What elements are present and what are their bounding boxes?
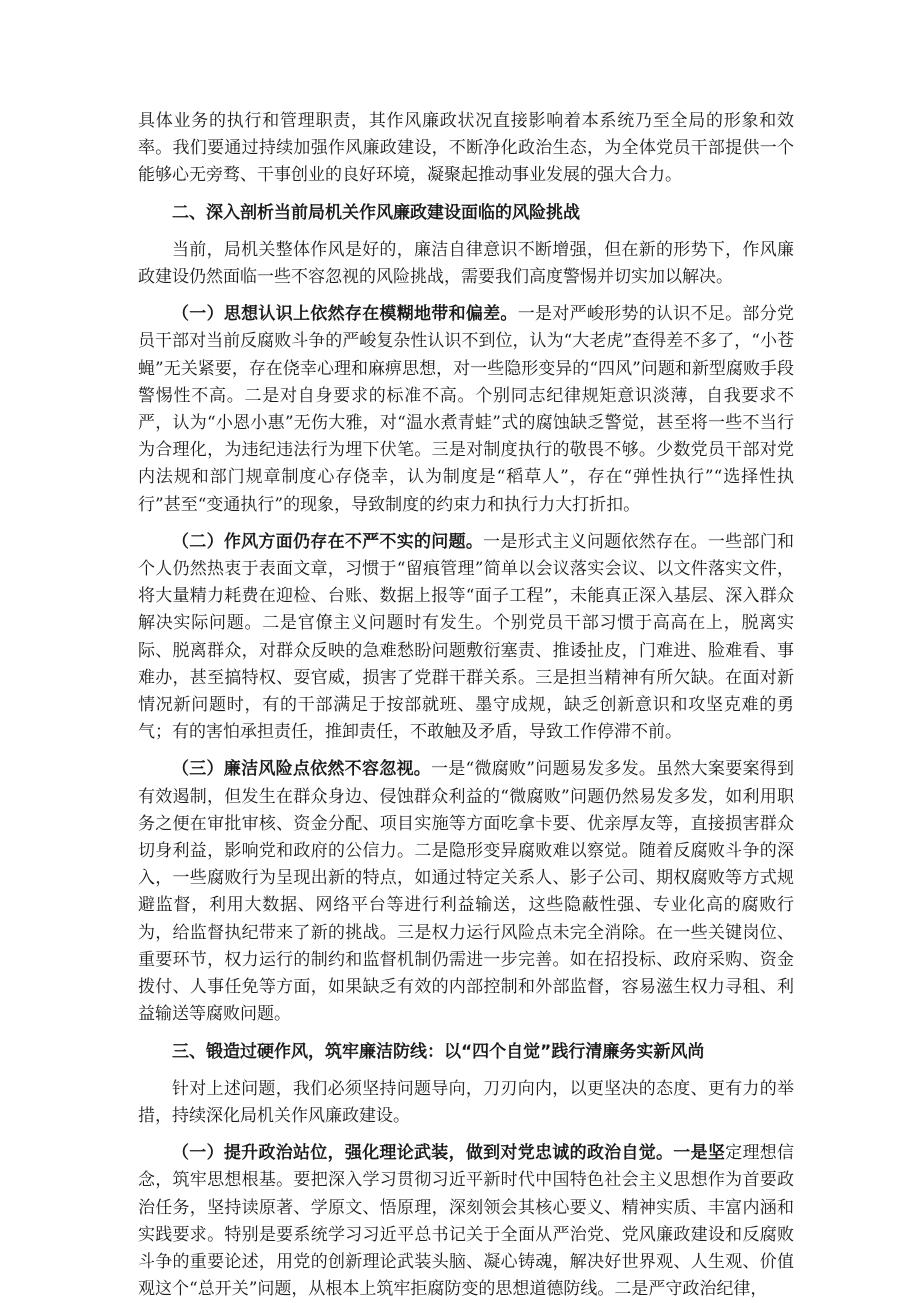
- document-page: [138, 108, 794, 1303]
- paragraph-section2-intro: 当前，局机关整体作风是好的，廉洁自律意识不断增强，但在新的形势下，作风廉政建设仍然面临一些不容忽视的风险挑战，需要我们高度警惕并切实加以解决。: [138, 239, 794, 288]
- subsection-1-body: 一是对严峻形势的认识不足。部分党员干部对当前反腐败斗争的严峻复杂性认识不到位，认为“大老虎”查得差不多了，“小苍蝇”无关紧要，存在侥幸心理和麻痹思想，对一些隐形变异的“四风”问题和新型腐败手段警惕性不高。二是对自身要求的标准不高。个别同志纪律规矩意识淡薄，自我要求不严，认为“小恩小惠”无伤大雅，对“温水煮青蛙”式的腐蚀缺乏警觉，甚至将一些不当行为合理化，为违纪违法行为埋下伏笔。三是对制度执行的敬畏不够。少数党员干部对党内法规和部门规章制度心存侥幸，认为制度是“稻草人”，存在“弹性执行”“选择性执行”甚至“变通执行”的现象，导致制度的约束力和执行力大打折扣。: [138, 304, 795, 515]
- paragraph-subsection-1: [138, 301, 794, 519]
- subsection-2-title: （二）作风方面仍存在不严不实的问题。: [172, 531, 484, 552]
- subsection-2-body: 一是形式主义问题依然存在。一些部门和个人仍然热衷于表面文章，习惯于“留痕管理”简单以会议落实会议、以文件落实文件，将大量精力耗费在迎检、台账、数据上报等“面子工程”，未能真正深入基层、深入群众解决实际问题。二是官僚主义问题时有发生。个别党员干部习惯于高高在上，脱离实际、脱离群众，对群众反映的急难愁盼问题敷衍塞责、推诿扯皮，门难进、脸难看、事难办，甚至搞特权、耍官威，损害了党群干群关系。三是担当精神有所欠缺。在面对新情况新问题时，有的干部满足于按部就班、墨守成规，缺乏创新意识和攻坚克难的勇气；有的害怕承担责任，推卸责任，不敢触及矛盾，导致工作停滞不前。: [138, 531, 795, 743]
- subsection-3-body: 一是“微腐败”问题易发多发。虽然大案要案得到有效遏制，但发生在群众身边、侵蚀群众利益的“微腐败”问题仍然易发多发，如利用职务之便在审批审核、资金分配、项目实施等方面吃拿卡要、优亲厚友等，直接损害群众切身利益，影响党和政府的公信力。二是隐形变异腐败难以察觉。随着反腐败斗争的深入，一些腐败行为呈现出新的特点，如通过特定关系人、影子公司、期权腐败等方式规避监督，利用大数据、网络平台等进行利益输送，这些隐蔽性强、专业化高的腐败行为，给监督执纪带来了新的挑战。三是权力运行风险点未完全消除。在一些关键岗位、重要环节，权力运行的制约和监督机制仍需进一步完善。如在招投标、政府采购、资金拨付、人事任免等方面，如果缺乏有效的内部控制和外部监督，容易滋生权力寻租、利益输送等腐败问题。: [138, 759, 795, 1025]
- paragraph-section3-intro: 针对上述问题，我们必须坚持问题导向，刀刃向内，以更坚决的态度、更有力的举措，持续深化局机关作风廉政建设。: [138, 1078, 794, 1126]
- subsection-3-1-title: （一）提升政治站位，强化理论武装，做到对党忠诚的政治自觉。一是坚: [172, 1143, 726, 1164]
- paragraph-subsection-3-1: [138, 1140, 794, 1303]
- subsection-3-title: （三）廉洁风险点依然不容忽视。: [172, 759, 432, 780]
- section-heading-3: 三、锻造过硬作风，筑牢廉洁防线：以“四个自觉”践行清廉务实新风尚: [172, 1041, 705, 1062]
- subsection-3-1-body: 定理想信念，筑牢思想根基。要把深入学习贯彻习近平新时代中国特色社会主义思想作为首要政治任务，坚持读原著、学原文、悟原理，深刻领会其核心要义、精神实质、丰富内涵和实践要求。特别是要系统学习习近平总书记关于全面从严治党、党风廉政建设和反腐败斗争的重要论述，用党的创新理论武装头脑、凝心铸魂，解决好世界观、人生观、价值观这个“总开关”问题，从根本上筑牢拒腐防变的思想道德防线。二是严守政治纪律，: [138, 1143, 795, 1300]
- subsection-1-title: （一）思想认识上依然存在模糊地带和偏差。: [172, 304, 518, 325]
- paragraph-subsection-2: [138, 529, 794, 747]
- section-heading-2: 二、深入剖析当前局机关作风廉政建设面临的风险挑战: [172, 202, 580, 223]
- paragraph-subsection-3: [138, 756, 794, 1028]
- paragraph-intro: 具体业务的执行和管理职责，其作风廉政状况直接影响着本系统乃至全局的形象和效率。我们要通过持续加强作风廉政建设，不断净化政治生态，为全体党员干部提供一个能够心无旁骛、干事创业的良好环境，凝聚起推动事业发展的强大合力。: [138, 111, 794, 186]
